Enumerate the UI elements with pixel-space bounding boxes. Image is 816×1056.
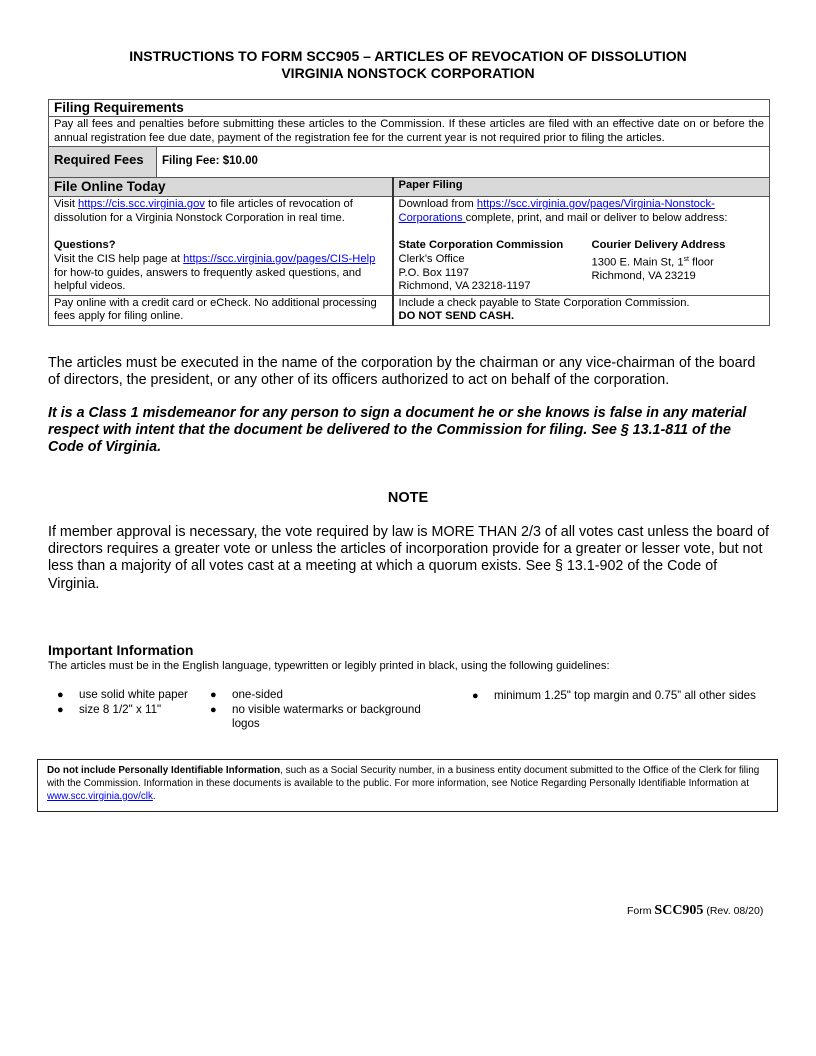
file-online-heading: File Online Today	[49, 178, 393, 197]
bullet-item: ● no visible watermarks or background logos	[210, 703, 421, 730]
scc-address: State Corporation Commission Clerk’s Office P.O. Box 1197 Richmond, VA 23218-1197	[398, 239, 564, 293]
no-cash-warning: DO NOT SEND CASH.	[398, 310, 515, 323]
document-title: INSTRUCTIONS TO FORM SCC905 – ARTICLES OF REVOCATION OF DISSOLUTION	[129, 48, 687, 64]
bullet-item: ● use solid white paper	[57, 688, 188, 701]
bullet-item: ● size 8 1/2" x 11"	[57, 703, 162, 716]
clerk-link[interactable]: www.scc.virginia.gov/clk	[47, 791, 153, 802]
note-heading: NOTE	[387, 490, 429, 506]
pii-notice: Do not include Personally Identifiable Information, such as a Social Security number, in a business entity document submitted to the Office of the Clerk for filing with the Commission. Information in these documents is available to the public. For more information, see Notice Regarding Personally Identifiable Information at www.scc.virginia.gov/clk.	[37, 759, 778, 812]
important-info-heading: Important Information	[48, 642, 194, 658]
visit-cis-text: Visit https://cis.scc.virginia.gov to file articles of revocation of dissolution for a Virginia Nonstock Corporation in real time.	[54, 198, 353, 224]
required-fees-label: Required Fees	[49, 147, 157, 178]
check-payable-cell: Include a check payable to State Corporation Commission. DO NOT SEND CASH.	[393, 295, 770, 325]
filing-fee-value: Filing Fee: $10.00	[157, 147, 770, 178]
note-paragraph: If member approval is necessary, the vote required by law is MORE THAN 2/3 of all votes cast unless the board of directors requires a greater vote or unless the articles of incorporation provide for a greater or lesser vote, but not less than a majority of all votes cast at a meeting at which a quorum exists. See § 13.1-902 of the Code of Virginia.	[48, 524, 769, 592]
bullet-item: ● one-sided	[210, 688, 283, 701]
paper-filing-heading: Paper Filing	[393, 178, 770, 197]
filing-requirements-cell	[49, 100, 770, 117]
execution-paragraph: The articles must be executed in the name of the corporation by the chairman or any vice-chairman of the board of directors, the president, or any other of its officers authorized to act on behalf of the corporation.	[48, 355, 756, 389]
paper-filing-cell	[393, 197, 770, 296]
misdemeanor-warning: It is a Class 1 misdemeanor for any person to sign a document he or she knows is false in any material respect with intent that the document be delivered to the Commission for filing. See § 13.1-811 of the Code of Virginia.	[48, 405, 747, 456]
download-text: Download from https://scc.virginia.gov/pages/Virginia-Nonstock-Corporations complete, print, and mail or deliver to below address:	[398, 198, 728, 224]
questions-heading: Questions?	[54, 239, 116, 252]
filing-requirements-text: Pay all fees and penalties before submitting these articles to the Commission. If these articles are filed with an effective date on or before the annual registration fee due date, payment of the registration fee for the current year is not required prior to filing the articles.	[49, 117, 770, 147]
form-number: SCC905	[654, 903, 704, 918]
pay-online-text: Pay online with a credit card or eCheck. No additional processing fees apply for filing online.	[49, 295, 393, 325]
document-subtitle: VIRGINIA NONSTOCK CORPORATION	[281, 65, 535, 81]
filing-requirements-heading: Filing Requirements	[54, 100, 184, 115]
courier-address: Courier Delivery Address 1300 E. Main St, 1st floor Richmond, VA 23219	[591, 239, 726, 283]
questions-text: Visit the CIS help page at https://scc.virginia.gov/pages/CIS-Help for how-to guides, answers to frequently asked questions, and helpful videos.	[54, 252, 376, 293]
cis-link[interactable]: https://cis.scc.virginia.gov	[78, 198, 205, 211]
bullet-item: ● minimum 1.25" top margin and 0.75” all other sides	[472, 689, 756, 702]
cis-help-link[interactable]: https://scc.virginia.gov/pages/CIS-Help	[183, 252, 376, 265]
filing-requirements-table	[48, 99, 770, 326]
address-block	[399, 239, 765, 293]
nonstock-corporations-link[interactable]: https://scc.virginia.gov/pages/Virginia-Nonstock-Corporations	[398, 198, 715, 224]
file-online-cell	[49, 197, 393, 296]
form-number-footer: Form SCC905 (Rev. 08/20)	[627, 903, 764, 918]
important-info-subtext: The articles must be in the English language, typewritten or legibly printed in black, using the following guidelines:	[48, 660, 610, 672]
